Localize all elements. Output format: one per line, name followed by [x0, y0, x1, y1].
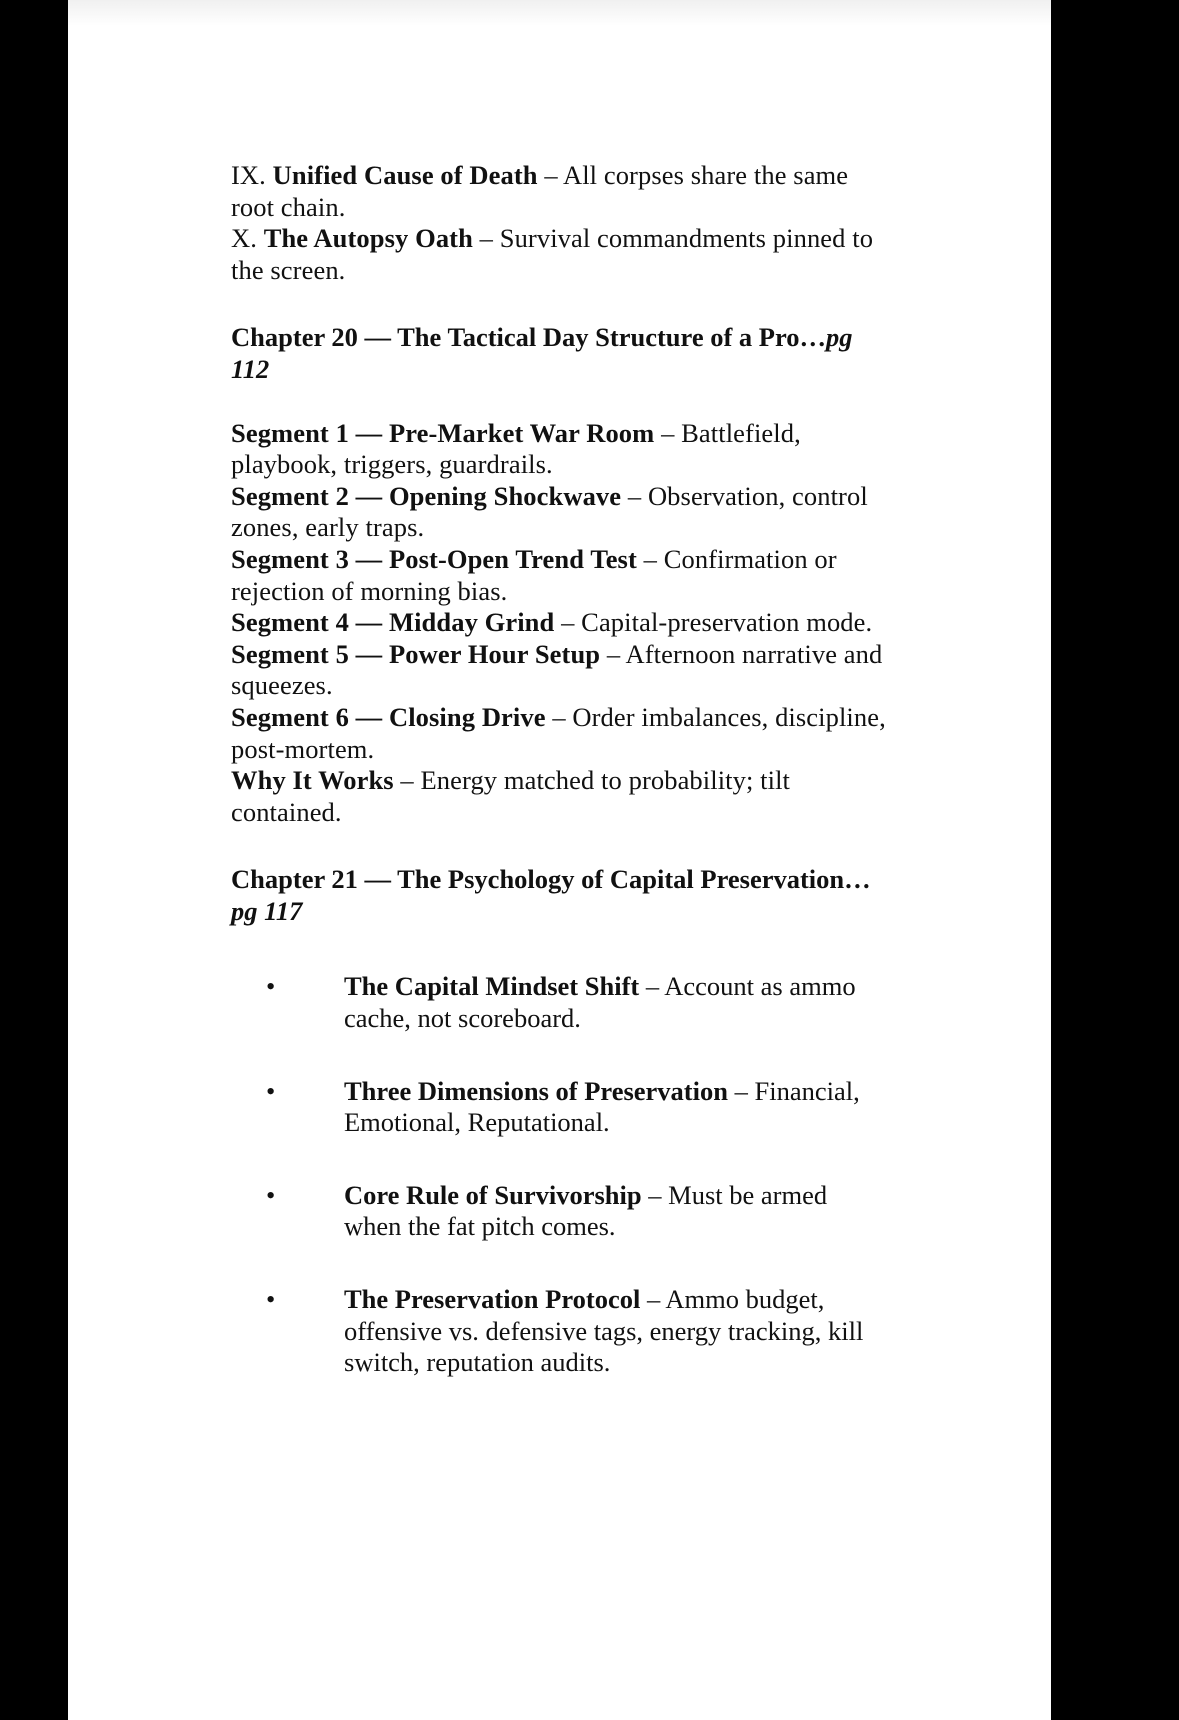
list-item [231, 971, 891, 1034]
segment-description: – Battlefield, playbook, triggers, guardrails. [231, 417, 801, 480]
why-it-works-term: Why It Works [231, 765, 394, 796]
segment-term: Segment 5 — Power Hour Setup [231, 638, 601, 669]
list-item [231, 223, 891, 286]
segment-term: Segment 2 — Opening Shockwave [231, 480, 622, 511]
segment-entry [231, 702, 891, 765]
bullet-icon: • [266, 1179, 276, 1210]
why-it-works-entry [231, 765, 891, 828]
segment-entry [231, 607, 891, 639]
why-it-works-description: – Energy matched to probability; tilt contained. [231, 765, 791, 827]
bullet-icon: • [266, 971, 276, 1002]
bullet-description: – Financial, Emotional, Reputational. [344, 1075, 860, 1138]
section-spacer [231, 828, 891, 864]
list-item-description: – Survival commandments pinned to the screen. [231, 223, 874, 285]
chapter-20-heading [231, 322, 891, 385]
chapter-21-heading [231, 864, 891, 927]
chapter-20-title: Chapter 20 — The Tactical Day Structure of a Pro… [231, 322, 827, 353]
segment-description: – Observation, control zones, early traps. [231, 480, 868, 543]
segment-term: Segment 1 — Pre-Market War Room [231, 417, 655, 448]
segment-term: Segment 4 — Midday Grind [231, 607, 555, 638]
bullet-term: Three Dimensions of Preservation [344, 1075, 728, 1106]
list-item-number: X. [231, 223, 264, 254]
list-item [231, 1284, 891, 1379]
list-item-number: IX. [231, 160, 273, 190]
bullet-term: Core Rule of Survivorship [344, 1179, 642, 1210]
chapter-21-bullet-list [231, 971, 891, 1378]
list-item [231, 1076, 891, 1139]
segment-entry [231, 544, 891, 607]
segment-description: – Capital-preservation mode. [554, 607, 873, 638]
bullet-description: – Account as ammo cache, not scoreboard. [344, 971, 856, 1034]
segment-entry [231, 418, 891, 481]
chapter-21-page-ref: pg 117 [231, 895, 303, 926]
bullet-icon: • [266, 1284, 276, 1315]
bullet-term: The Capital Mindset Shift [344, 971, 640, 1002]
bullet-description: – Must be armed when the fat pitch comes. [344, 1179, 828, 1242]
bullet-term: The Preservation Protocol [344, 1284, 641, 1315]
segment-term: Segment 6 — Closing Drive [231, 701, 546, 732]
heading-spacer [231, 386, 891, 418]
page-content [231, 160, 891, 1379]
document-page [68, 0, 1051, 1720]
list-item-term: The Autopsy Oath [263, 223, 473, 254]
section-spacer [231, 286, 891, 322]
segment-description: – Confirmation or rejection of morning bias. [231, 543, 837, 606]
list-item-term: Unified Cause of Death [272, 160, 538, 190]
list-item-description: – All corpses share the same root chain. [231, 160, 849, 222]
segment-description: – Afternoon narrative and squeezes. [231, 638, 883, 701]
segment-term: Segment 3 — Post-Open Trend Test [231, 543, 637, 574]
list-item [231, 1180, 891, 1243]
chapter-20-page-ref: pg 112 [231, 322, 853, 384]
chapter-21-title: Chapter 21 — The Psychology of Capital Preservation… [231, 864, 871, 895]
bullet-icon: • [266, 1075, 276, 1106]
bullet-description: – Ammo budget, offensive vs. defensive tags, energy tracking, kill switch, reputation audits. [344, 1284, 864, 1378]
segment-entry [231, 639, 891, 702]
segment-description: – Order imbalances, discipline, post-mortem. [231, 701, 886, 764]
list-item [231, 160, 891, 223]
segment-entry [231, 481, 891, 544]
page-top-shading [68, 0, 1051, 26]
